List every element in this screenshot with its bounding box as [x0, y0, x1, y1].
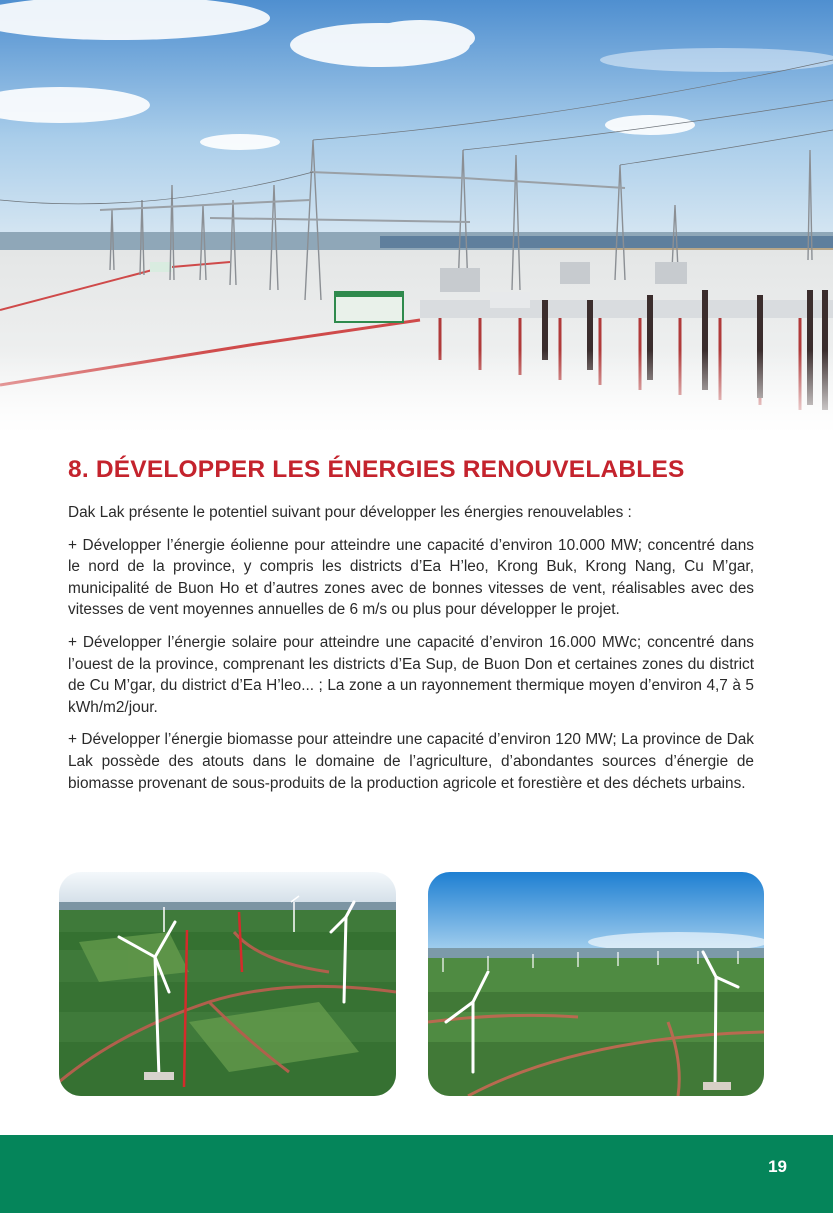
biomass-energy-paragraph: + Développer l’énergie biomasse pour atteindre une capacité d’environ 120 MW; La province de Dak Lak possède des atouts dans le domaine de l’agriculture, d’abondantes sources d’énergie de biomasse provenant de sous-produits de la production agricole et forestière et des déchets urbains.	[68, 731, 754, 792]
wind-farm-photo-left	[59, 872, 396, 1096]
page-number: 19	[768, 1157, 787, 1176]
intro-paragraph: Dak Lak présente le potentiel suivant pour développer les énergies renouvelables :	[68, 504, 632, 521]
wind-farm-photo-right	[428, 872, 764, 1096]
hero-fade	[0, 350, 833, 440]
section-body	[68, 502, 754, 805]
wind-farm-illustration-right	[428, 872, 764, 1096]
solar-energy-paragraph: + Développer l’énergie solaire pour atteindre une capacité d’environ 16.000 MWc; concentré dans l’ouest de la province, comprenant les districts d’Ea Sup, de Buon Don et certaines zones du district de Cu M’gar, du district d’Ea H’leo... ; La zone a un rayonnement thermique moyen d’environ 4,7 à 5 kWh/m2/jour.	[68, 633, 754, 716]
wind-energy-paragraph: + Développer l’énergie éolienne pour atteindre une capacité d’environ 10.000 MW; concentré dans le nord de la province, y compris les districts d’Ea H’leo, Krong Buk, Krong Nang, Cu M’gar, municipalité de Buon Ho et d’autres zones avec de bonnes vitesses de vent, réalisables avec des vitesses de vent moyennes annuelles de 6 m/s ou plus pour développer le projet.	[68, 536, 754, 619]
section-title: 8. DÉVELOPPER LES ÉNERGIES RENOUVELABLES	[68, 456, 685, 483]
substation-photo	[0, 0, 833, 440]
wind-farm-illustration-left	[59, 872, 396, 1096]
page-footer	[0, 1135, 833, 1213]
